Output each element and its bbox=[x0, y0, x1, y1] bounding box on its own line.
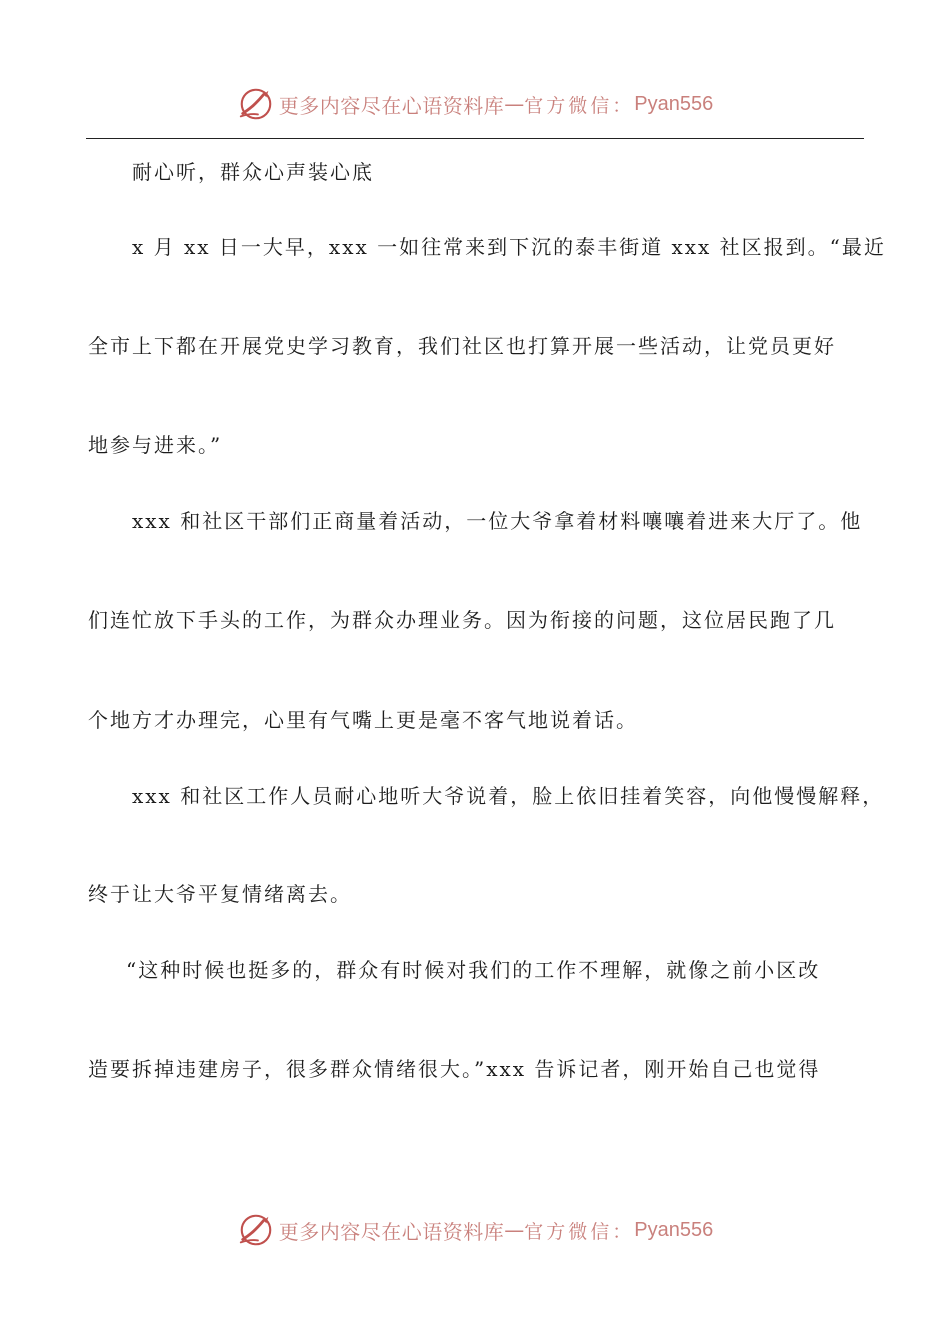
brand-separator: — bbox=[504, 92, 525, 116]
text-line: 终于让大爷平复情绪离去。 bbox=[88, 882, 352, 906]
footer-banner bbox=[0, 1208, 950, 1252]
wechat-label: 官方微信： bbox=[524, 94, 635, 117]
text-line: x 月 xx 日一大早，xxx 一如往常来到下沉的泰丰街道 xxx 社区报到。“最近 bbox=[132, 235, 886, 259]
brand-name: 更多内容尽在心语资料库 bbox=[278, 93, 505, 118]
section-heading: 耐心听，群众心声装心底 bbox=[132, 160, 374, 184]
wechat-label: 官方微信： bbox=[524, 1220, 635, 1243]
text-line: 地参与进来。” bbox=[88, 433, 223, 457]
text-line: 造要拆掉违建房子，很多群众情绪很大。”xxx 告诉记者，刚开始自己也觉得 bbox=[88, 1057, 821, 1081]
wechat-id: Pyan556 bbox=[634, 1218, 714, 1241]
wechat-id: Pyan556 bbox=[634, 92, 714, 115]
header-banner bbox=[0, 82, 950, 126]
brand-separator: — bbox=[504, 1218, 525, 1242]
text-line: 们连忙放下手头的工作，为群众办理业务。因为衔接的问题，这位居民跑了几 bbox=[88, 608, 836, 632]
text-line: “这种时候也挺多的，群众有时候对我们的工作不理解，就像之前小区改 bbox=[126, 958, 821, 982]
text-line: 全市上下都在开展党史学习教育，我们社区也打算开展一些活动，让党员更好 bbox=[88, 334, 836, 358]
brand-name: 更多内容尽在心语资料库 bbox=[278, 1219, 505, 1244]
text-line: xxx 和社区干部们正商量着活动，一位大爷拿着材料嚷嚷着进来大厅了。他 bbox=[132, 509, 863, 533]
header-divider bbox=[86, 138, 864, 139]
text-line: xxx 和社区工作人员耐心地听大爷说着，脸上依旧挂着笑容，向他慢慢解释， bbox=[132, 784, 885, 808]
text-line: 个地方才办理完，心里有气嘴上更是毫不客气地说着话。 bbox=[88, 708, 638, 732]
pen-logo-icon bbox=[237, 85, 275, 123]
pen-logo-icon bbox=[237, 1211, 275, 1249]
